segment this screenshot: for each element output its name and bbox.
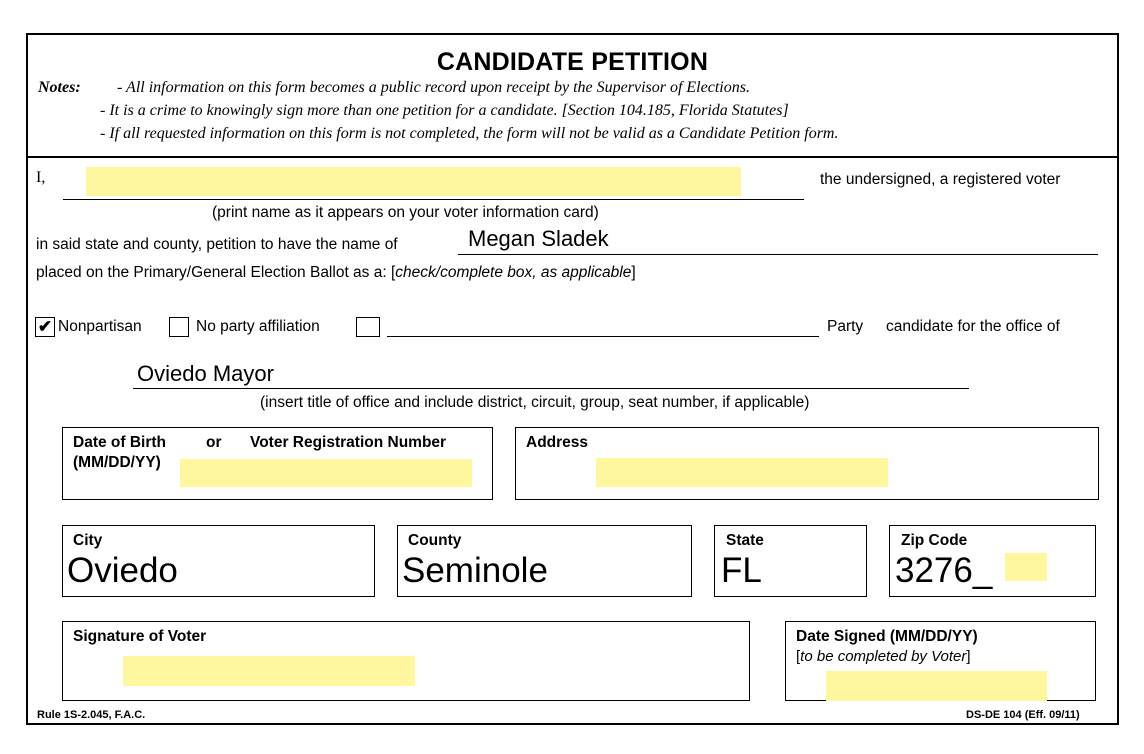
- no-party-label: No party affiliation: [196, 318, 320, 335]
- undersigned-text: the undersigned, a registered voter: [820, 171, 1061, 188]
- voter-reg-label: Voter Registration Number: [250, 434, 447, 451]
- office-value[interactable]: Oviedo Mayor: [137, 361, 274, 386]
- zip-missing-digit-field[interactable]: [1005, 553, 1047, 581]
- note-2: - It is a crime to knowingly sign more than one petition for a candidate. [Section 104.185, Florida Statutes]: [100, 102, 789, 119]
- party-checkbox[interactable]: [356, 317, 380, 337]
- date-signed-hint: [to be completed by Voter]: [796, 648, 971, 665]
- nonpartisan-label: Nonpartisan: [58, 318, 142, 335]
- office-hint: (insert title of office and include district, circuit, group, seat number, if applicable): [260, 394, 810, 411]
- voter-name-underline: [63, 199, 804, 200]
- dob-label: Date of Birth: [73, 434, 166, 451]
- dob-format: (MM/DD/YY): [73, 454, 161, 471]
- zip-value[interactable]: 3276_: [895, 551, 993, 590]
- zip-label: Zip Code: [901, 532, 968, 549]
- address-field[interactable]: [596, 458, 888, 487]
- dob-or: or: [206, 434, 222, 451]
- note-3: - If all requested information on this form is not completed, the form will not be valid as a Candidate Petition form.: [100, 125, 839, 142]
- voter-name-field[interactable]: [86, 167, 741, 196]
- form-title: CANDIDATE PETITION: [436, 48, 709, 76]
- state-label: State: [726, 532, 764, 549]
- dob-field[interactable]: [180, 459, 472, 487]
- county-value[interactable]: Seminole: [402, 551, 548, 590]
- office-text: candidate for the office of: [886, 318, 1060, 335]
- signature-field[interactable]: [123, 656, 415, 686]
- signature-label: Signature of Voter: [73, 628, 207, 645]
- note-1: - All information on this form becomes a public record upon receipt by the Supervisor of Elections.: [117, 79, 750, 96]
- petition-text: in said state and county, petition to have the name of: [36, 236, 398, 253]
- address-label: Address: [526, 434, 589, 451]
- footer-form-id: DS-DE 104 (Eff. 09/11): [966, 709, 1080, 721]
- date-signed-label: Date Signed (MM/DD/YY): [796, 628, 978, 645]
- date-signed-field[interactable]: [826, 671, 1047, 701]
- city-value[interactable]: Oviedo: [67, 551, 178, 590]
- header-divider: [27, 156, 1118, 158]
- nonpartisan-checkbox[interactable]: ✔: [35, 317, 55, 337]
- city-label: City: [73, 532, 103, 549]
- county-label: County: [408, 532, 462, 549]
- ballot-text: placed on the Primary/General Election Ballot as a: [check/complete box, as applicable]: [36, 264, 636, 281]
- party-label: Party: [827, 318, 864, 335]
- footer-rule: Rule 1S-2.045, F.A.C.: [37, 709, 146, 721]
- office-underline: [133, 388, 969, 389]
- print-name-hint: (print name as it appears on your voter information card): [212, 204, 599, 221]
- state-value[interactable]: FL: [721, 551, 762, 590]
- no-party-checkbox[interactable]: [169, 317, 189, 337]
- i-label: I,: [36, 169, 46, 186]
- notes-label: Notes:: [38, 79, 81, 96]
- candidate-name-underline: [458, 254, 1098, 255]
- candidate-name[interactable]: Megan Sladek: [468, 226, 609, 251]
- party-name-underline[interactable]: [387, 336, 819, 337]
